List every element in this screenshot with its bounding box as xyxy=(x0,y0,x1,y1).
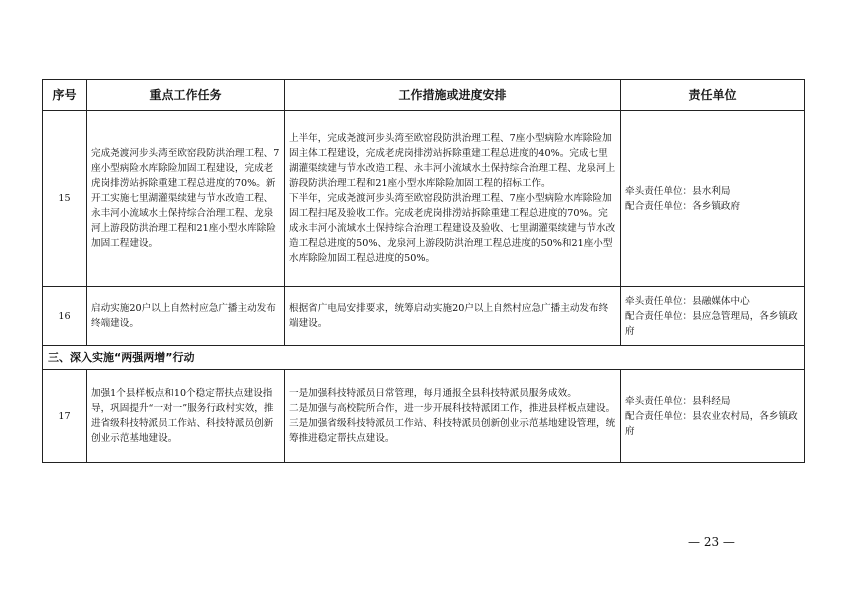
measure-line: 一是加强科技特派员日常管理，每月通报全县科技特派员服务成效。 xyxy=(289,388,577,399)
table-row xyxy=(43,111,805,287)
support-unit: 配合责任单位：县应急管理局，各乡镇政府 xyxy=(625,310,798,337)
measures-cell xyxy=(285,370,621,463)
lead-unit: 牵头责任单位：县融媒体中心 xyxy=(625,295,750,307)
lead-unit: 牵头责任单位：县科经局 xyxy=(625,395,731,407)
responsible-unit-cell xyxy=(621,370,805,463)
task-cell: 完成尧渡河步头湾至欧窑段防洪治理工程、7座小型病险水库除险加固工程建设，完成老虎岗排涝站拆除重建工程总进度的70%。新开工实施七里湖灌渠续建与节水改造工程、永丰河小流域水土保持综合治理工程、龙泉河上游段防洪治理工程和21座小型水库除险加固工程建设。 xyxy=(87,111,285,287)
row-number: 16 xyxy=(43,287,87,346)
measure-line: 上半年，完成尧渡河步头湾至欧窑段防洪治理工程、7座小型病险水库除险加固主体工程建设，完成老虎岗排涝站拆除重建工程总进度的40%。完成七里湖灌渠续建与节水改造工程、永丰河小流域水土保持综合治理工程、龙泉河上游段防洪治理工程和21座小型水库除险加固工程的招标工作。 xyxy=(289,133,616,189)
responsible-unit-cell xyxy=(621,287,805,346)
support-unit: 配合责任单位：各乡镇政府 xyxy=(625,200,741,212)
measures-cell xyxy=(285,111,621,287)
section-row xyxy=(43,346,805,370)
support-unit: 配合责任单位：县农业农村局，各乡镇政府 xyxy=(625,410,798,437)
measure-line: 下半年，完成尧渡河步头湾至欧窑段防洪治理工程、7座小型病险水库除险加固工程扫尾及验收工作。完成老虎岗排涝站拆除重建工程总进度的70%。完成永丰河小流域水土保持综合治理工程建设及验收、七里湖灌渠续建与节水改造工程总进度的50%、龙泉河上游段防洪治理工程总进度的50%和21座小型水库除险加固工程总进度的50%。 xyxy=(289,193,616,264)
table-row xyxy=(43,370,805,463)
task-cell: 加强1个县样板点和10个稳定帮扶点建设指导，巩固提升“一对一”服务行政村实效，推进省级科技特派员工作站、科技特派员创新创业示范基地建设。 xyxy=(87,370,285,463)
work-plan-table xyxy=(42,79,805,463)
row-number: 17 xyxy=(43,370,87,463)
header-measures: 工作措施或进度安排 xyxy=(285,80,621,111)
table-header-row xyxy=(43,80,805,111)
measures-cell xyxy=(285,287,621,346)
header-serial: 序号 xyxy=(43,80,87,111)
task-cell: 启动实施20户以上自然村应急广播主动发布终端建设。 xyxy=(87,287,285,346)
measure-line: 根据省广电局安排要求，统筹启动实施20户以上自然村应急广播主动发布终端建设。 xyxy=(289,303,609,329)
table-row xyxy=(43,287,805,346)
header-responsible-unit: 责任单位 xyxy=(621,80,805,111)
row-number: 15 xyxy=(43,111,87,287)
header-key-task: 重点工作任务 xyxy=(87,80,285,111)
measure-line: 三是加强省级科技特派员工作站、科技特派员创新创业示范基地建设管理，统筹推进稳定帮扶点建设。 xyxy=(289,418,616,444)
measure-line: 二是加强与高校院所合作，进一步开展科技特派团工作，推进县样板点建设。 xyxy=(289,403,616,414)
section-title: 三、深入实施“两强两增”行动 xyxy=(43,346,805,370)
responsible-unit-cell xyxy=(621,111,805,287)
page-number: — 23 — xyxy=(688,535,735,549)
lead-unit: 牵头责任单位：县水利局 xyxy=(625,185,731,197)
